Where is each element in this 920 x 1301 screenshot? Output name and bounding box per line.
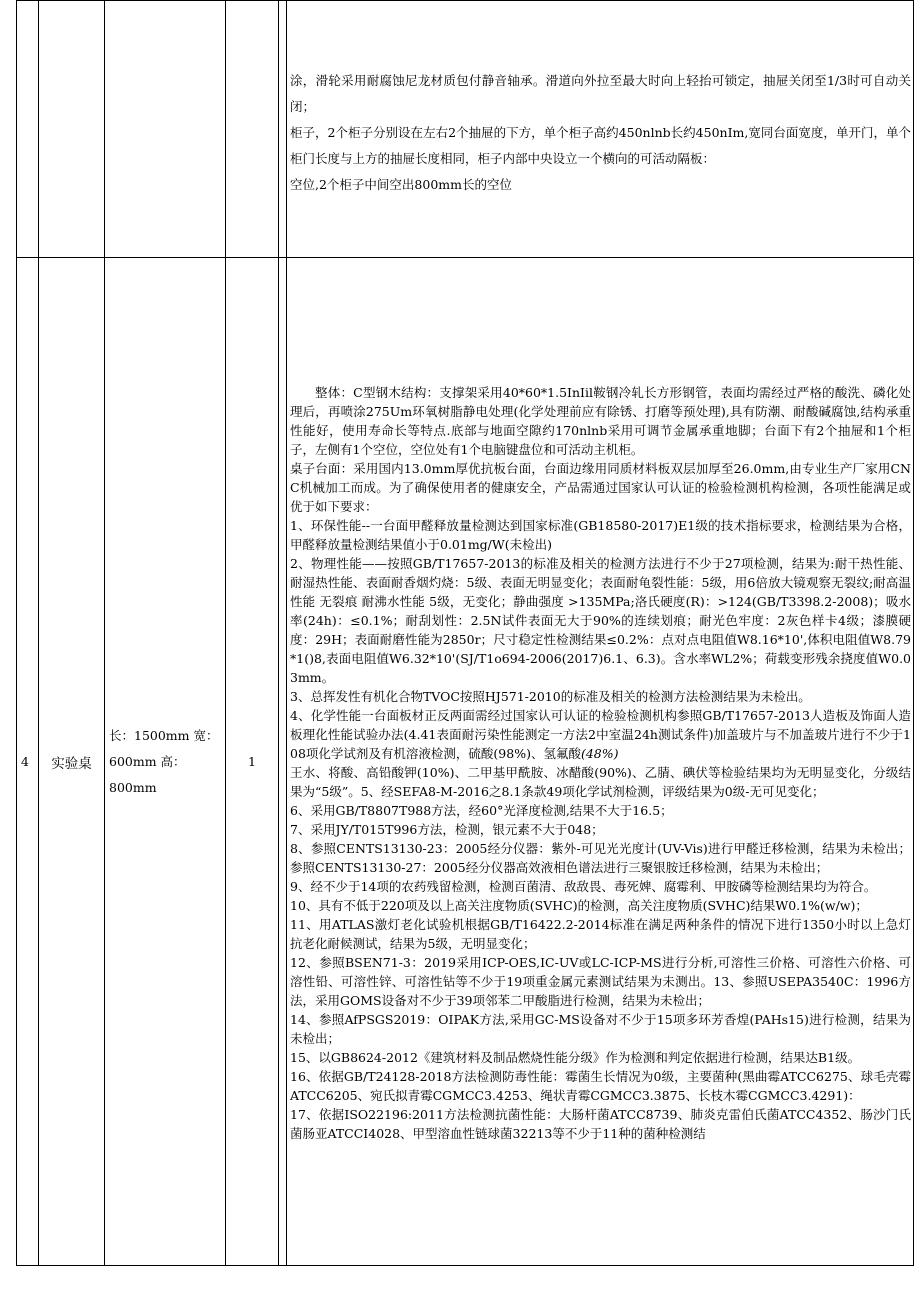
desc-paragraph: 2、物理性能——按照GB/T17657-2013的标准及相关的检测方法进行不少于27项检测，结果为:耐干热性能、耐湿热性能、表面耐香烟灼烧：5级、表面无明显变化；表面耐龟裂性能：5级，用6倍放大镜观察无裂纹;耐高温性能 无裂痕 耐沸水性能 5级，无变化；静曲强度 >135MPa;洛氏硬度(R)：>124(GB/T3398.2-2008)；吸水率(24h)：≤0.1%；耐刮划性：2.5N试件表面无大于90%的连续划痕；耐光色牢度：2灰色样卡4级；漆膜硬度：29H；表面耐磨性能为2850r；尺寸稳定性检测结果≤0.2%：点对点电阻值W8.16*10',体积电阻值W8.79*1()8,表面电阻值W6.32*10'(SJ/T1o694-2006(2017)6.1、6.3)。含水率WL2%；荷载变形残余挠度值W0.03mm。 [290, 555, 911, 685]
desc-paragraph: 1、环保性能--一台面甲醛释放量检测达到国家标准(GB18580-2017)E1级的技术指标要求，检测结果为合格，甲醛释放量检测结果值小于0.01mg/W(未检出) [290, 517, 911, 552]
desc-paragraph: 17、依据ISO22196:2011方法检测抗菌性能：大肠杆菌ATCC8739、肺炎克雷伯氏菌ATCC4352、肠沙门氏菌肠亚ATCCI4028、甲型溶血性链球菌32213等不少于11种的菌种检测结 [290, 1106, 911, 1141]
item-name [39, 258, 105, 1266]
desc-paragraph: 王水、将酸、高铅酸钾(10%)、二甲基甲酰胺、冰醋酸(90%)、乙腈、碘伏等检验结果均为无明显变化，分级结果为“5级”。5、经SEFA8-M-2016之8.1条款49项化学试剂检测，评级结果为0级-无可见变化； [290, 764, 911, 799]
desc-paragraph: 3、总挥发性有机化合物TVOC按照HJ571-2010的标准及相关的检测方法检测结果为未检出。 [290, 688, 811, 704]
desc-paragraph: 11、用ATLAS激灯老化试验机根据GB/T16422.2-2014标准在满足两种条件的情况下进行1350小时以上急灯抗老化耐候测试，结果为5级，无明显变化； [290, 916, 911, 951]
desc-paragraph: 整体：C型钢木结构：支撑架采用40*60*1.5InIil鞍钢冷轧长方形钢管，表面均需经过严格的酸洗、磷化处理后，再喷涂275Um环氧树脂静电处理(化学处理前应有除锈、打磨等预处理),具有防潮、耐酸碱腐蚀,结构承重性能好，使用寿命长等特点.底部与地面空隙约170nlnb采用可调节金属承重地脚；台面下有2个抽屉和1个柜子，左侧有1个空位，空位处有1个电脑键盘位和可活动主机柜。 [290, 384, 911, 457]
desc-paragraph: 桌子台面：采用国内13.0mm厚优抗板台面，台面边缘用同质材料板双层加厚至26.0mm,由专业生产厂家用CNC机械加工而成。为了确保使用者的健康安全，产品需通过国家认可认证的检验检测机构检测，各项性能满足或优于如下要求： [290, 460, 911, 514]
item-name-text: 实验桌 [51, 755, 92, 772]
cell-name [39, 1, 105, 258]
cell-qty [226, 1, 279, 258]
table-row-continued [17, 1, 914, 258]
desc-paragraph: 9、经不少于14项的农药残留检测，检测百菌清、敌敌畏、毒死婢、腐霉利、甲胺磷等检测结果均为符合。 [290, 878, 877, 894]
desc-paragraph: 14、参照AfPSGS2019：OIPAK方法,采用GC-MS设备对不少于15项多环芳香煌(PAHs15)进行检测，结果为未检出； [290, 1011, 911, 1046]
item-description [287, 258, 914, 1266]
desc-text: 4、化学性能一台面板材正反两面需经过国家认可认证的检验检测机构参照GB/T17657-2013人造板及饰面人造板理化性能试验办法(4.41表面耐污染性能测定一方法2中室温24h测试条件)加盖玻片与不加盖玻片进行不少于108项化学试剂及有机溶液检测，硫酸(98%)、氢氟酸 [290, 707, 911, 761]
desc-paragraph: 柜子，2个柜子分别设在左右2个抽屉的下方，单个柜子高约450nlnb长约450nIm,宽同台面宽度，单开门，单个柜门长度与上方的抽屉长度相同，柜子内部中央设立一个横向的可活动隔板： [290, 125, 911, 166]
desc-paragraph: 15、以GB8624-2012《建筑材料及制品燃烧性能分级》作为检测和判定依据进行检测，结果达B1级。 [290, 1049, 861, 1065]
desc-italic: (48%) [580, 745, 619, 761]
desc-paragraph: 12、参照BSEN71-3：2019采用ICP-OES,IC-UV或LC-ICP-MS进行分析,可溶性三价格、可溶性六价格、可溶性铅、可溶性锌、可溶性钻等不少于19项重金属元素测试结果为未测出。13、参照USEPA3540C：1996方法，采用GOMS设备对不少于39项邻苯二甲酸脂进行检测，结果为未检出； [290, 954, 911, 1008]
desc-paragraph: 6、采用GB/T8807T988方法，经60°光泽度检测,结果不大于16.5； [290, 802, 673, 818]
cell-empty [279, 1, 287, 258]
spec-line-2: 600mm 高：800mm [109, 753, 186, 795]
desc-paragraph: 7、采用JY/T015T996方法，检测，银元素不大于048； [290, 821, 604, 837]
desc-paragraph: 8、参照CENTS13130-23：2005经分仪器：紫外-可见光光度计(UV-Vis)进行甲醛迁移检测，结果为未检出；参照CENTS13130-27：2005经分仪器高效液相色谱法进行三聚银胺迁移检测，结果为未检出； [290, 840, 911, 875]
cell-spec [105, 1, 226, 258]
desc-paragraph: 空位,2个柜子中间空出800mm长的空位 [290, 177, 512, 192]
spec-line-1: 长：1500mm 宽： [109, 727, 219, 743]
desc-paragraph: 10、具有不低于220项及以上高关注度物质(SVHC)的检测，高关注度物质(SVHC)结果W0.1%(w/w)； [290, 897, 868, 913]
cell-description [287, 1, 914, 258]
desc-paragraph: 涂，滑轮采用耐腐蚀尼龙材质包付静音轴承。滑道向外拉至最大时向上轻抬可锁定，抽屉关闭至1/3时可自动关闭； [290, 73, 911, 114]
item-quantity: 1 [226, 258, 279, 1266]
cell-no [17, 1, 39, 258]
desc-paragraph [290, 706, 911, 763]
desc-paragraph: 16、依据GB/T24128-2018方法检测防毒性能：霉菌生长情况为0级，主要菌种(黑曲霉ATCC6275、球毛壳霉ATCC6205、宛氏拟青霉CGMCC3.4253、绳状青霉CGMCC3.3875、长枝木霉CGMCC3.4291)： [290, 1068, 911, 1103]
spec-table [16, 0, 914, 1266]
table-row-item-4 [17, 258, 914, 1266]
item-spec [105, 258, 226, 1266]
item-number: 4 [17, 258, 39, 1266]
cell-empty [279, 258, 287, 1266]
